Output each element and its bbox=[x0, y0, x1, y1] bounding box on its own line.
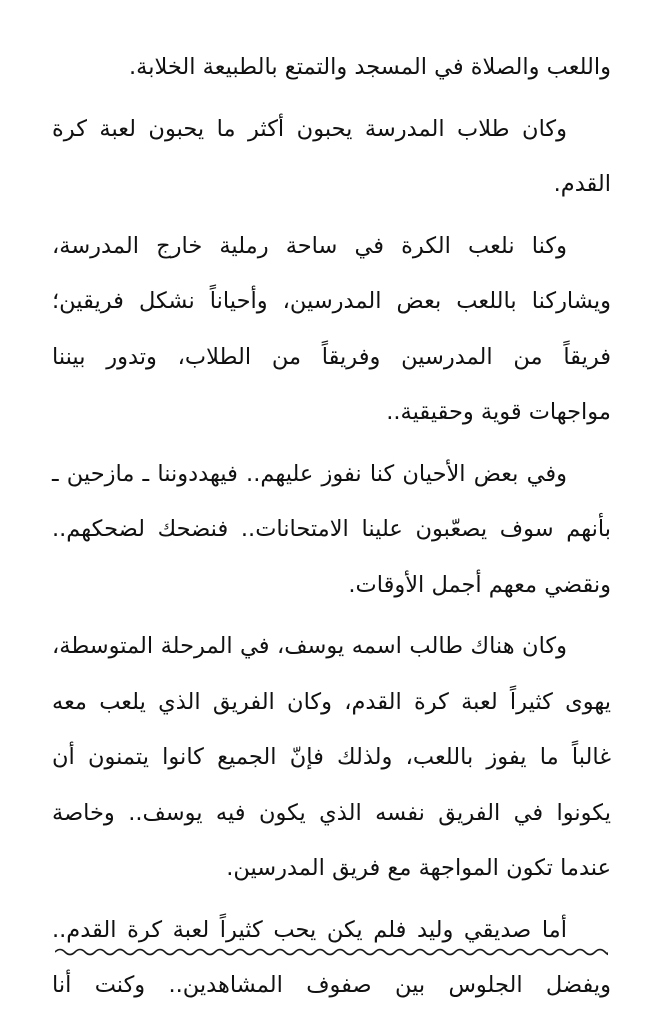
text-line: وكان طلاب المدرسة يحبون أكثر ما يحبون لعبة كرة bbox=[52, 115, 567, 142]
text-line: ونقضي معهم أجمل الأوقات. bbox=[348, 571, 611, 598]
text-line: بأنهم سوف يصعّبون علينا الامتحانات.. فنضحك لضحكهم.. bbox=[52, 516, 611, 542]
text-line: وكنا نلعب الكرة في ساحة رملية خارج المدرسة، bbox=[52, 232, 567, 259]
text-line: فريقاً من المدرسين وفريقاً من الطلاب، وتدور بيننا bbox=[52, 343, 611, 370]
paragraph-5 bbox=[52, 619, 611, 897]
text-line: واللعب والصلاة في المسجد والتمتع بالطبيعة الخلابة. bbox=[128, 54, 611, 80]
text-line: مواجهات قوية وحقيقية.. bbox=[386, 399, 611, 425]
text-line: ويشاركنا باللعب بعض المدرسين، وأحياناً نشكل فريقين؛ bbox=[52, 288, 611, 314]
text-line: يهوى كثيراً لعبة كرة القدم، وكان الفريق الذي يلعب معه bbox=[52, 688, 611, 715]
text-line: القدم. bbox=[553, 171, 611, 197]
text-line: غالباً ما يفوز باللعب، ولذلك فإنّ الجميع كانوا يتمنون أن bbox=[52, 744, 611, 770]
text-line: ويفضل الجلوس بين صفوف المشاهدين.. وكنت أنا bbox=[52, 972, 611, 998]
wavy-footer-rule bbox=[55, 946, 608, 958]
paragraph-4 bbox=[52, 447, 611, 614]
paragraph-3 bbox=[52, 219, 611, 441]
text-line: أما صديقي وليد فلم يكن يحب كثيراً لعبة كرة القدم.. bbox=[52, 916, 567, 943]
text-line: عندما تكون المواجهة مع فريق المدرسين. bbox=[226, 855, 611, 881]
text-line: يكونوا في الفريق نفسه الذي يكون فيه يوسف.. وخاصة bbox=[52, 799, 611, 826]
paragraph-1 bbox=[52, 40, 611, 96]
wavy-line bbox=[55, 950, 608, 955]
text-line: وكان هناك طالب اسمه يوسف، في المرحلة المتوسطة، bbox=[52, 633, 567, 659]
paragraph-2 bbox=[52, 102, 611, 213]
book-page bbox=[52, 40, 611, 1020]
text-line: وفي بعض الأحيان كنا نفوز عليهم.. فيهددوننا ـ مازحين ـ bbox=[52, 460, 567, 487]
paragraph-6 bbox=[52, 903, 611, 1014]
